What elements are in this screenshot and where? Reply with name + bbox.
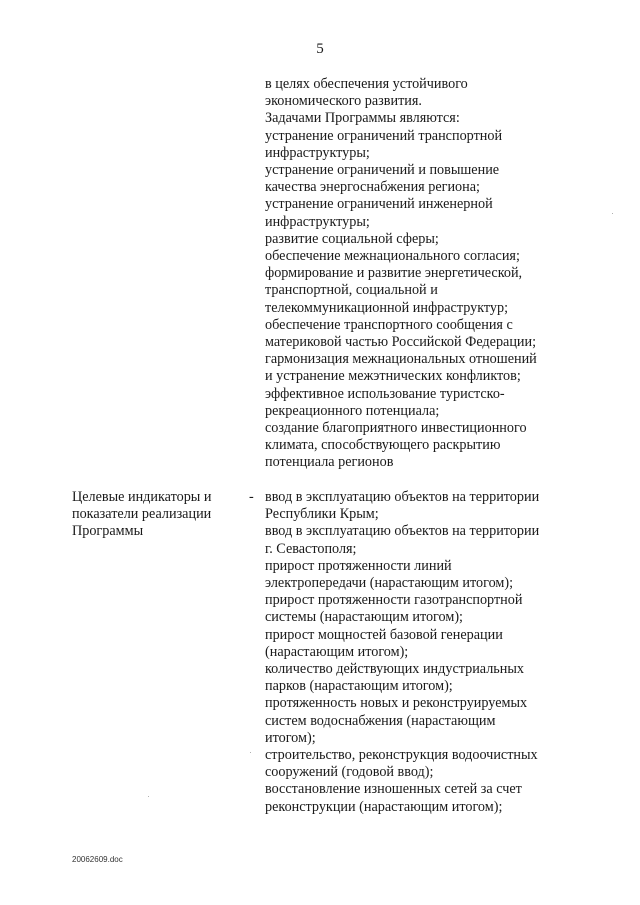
text-line: гармонизация межнациональных отношений [265, 351, 537, 368]
text-line: климата, способствующего раскрытию [265, 437, 501, 454]
text-line: прирост протяженности линий [265, 557, 452, 574]
text-line: устранение ограничений транспортной [265, 127, 503, 144]
text-line: качества энергоснабжения региона; [265, 179, 480, 196]
text-line: инфраструктуры; [265, 213, 370, 230]
text-line: ввод в эксплуатацию объектов на территории [265, 489, 540, 505]
text-line: развитие социальной сферы; [265, 230, 439, 247]
text-line: обеспечение транспортного сообщения с [265, 316, 513, 333]
text-line: протяженность новых и реконструируемых [265, 695, 528, 712]
label-line: Целевые индикаторы и [72, 489, 212, 505]
text-line: ввод в эксплуатацию объектов на территории [265, 523, 540, 540]
text-line: устранение ограничений инженерной [265, 196, 493, 213]
text-line: транспортной, социальной и [265, 282, 438, 299]
text-line: сооружений (годовой ввод); [265, 764, 434, 781]
text-line: формирование и развитие энергетической, [265, 265, 523, 282]
text-line: электропередачи (нарастающим итогом); [265, 575, 514, 592]
scan-speck [612, 213, 613, 214]
text-line: количество действующих индустриальных [265, 661, 524, 678]
text-line: потенциала регионов [265, 454, 394, 471]
text-line: инфраструктуры; [265, 144, 370, 161]
text-line: материковой частью Российской Федерации; [265, 334, 537, 351]
text-line: в целях обеспечения устойчивого [265, 76, 468, 92]
text-line: Задачами Программы являются: [265, 110, 460, 127]
text-line: рекреационного потенциала; [265, 402, 440, 419]
text-line: экономического развития. [265, 93, 422, 110]
scan-speck [250, 752, 251, 753]
text-line: итогом); [265, 729, 316, 746]
program-tasks-text [265, 76, 595, 472]
text-line: прирост мощностей базовой генерации [265, 626, 503, 643]
text-line: эффективное использование туристско- [265, 385, 505, 402]
text-line: телекоммуникационной инфраструктур; [265, 299, 509, 316]
text-line: создание благоприятного инвестиционного [265, 420, 527, 437]
page-number: 5 [316, 41, 324, 57]
text-line: Республики Крым; [265, 506, 379, 523]
label-line: Программы [72, 523, 144, 540]
text-line: устранение ограничений и повышение [265, 162, 500, 179]
label-line: показатели реализации [72, 506, 212, 523]
scan-speck [148, 796, 149, 797]
indicators-label [72, 489, 242, 541]
text-line: г. Севастополя; [265, 540, 357, 557]
text-line: обеспечение межнационального согласия; [265, 248, 520, 265]
indicators-text [265, 489, 605, 816]
text-line: парков (нарастающим итогом); [265, 678, 453, 695]
text-line: прирост протяженности газотранспортной [265, 592, 523, 609]
text-line: и устранение межэтнических конфликтов; [265, 368, 521, 385]
text-line: строительство, реконструкция водоочистных [265, 747, 538, 764]
separator-dash: - [249, 489, 254, 505]
text-line: систем водоснабжения (нарастающим [265, 712, 496, 729]
footer-file-code: 20062609.doc [72, 855, 123, 864]
text-line: системы (нарастающим итогом); [265, 609, 463, 626]
text-line: восстановление изношенных сетей за счет [265, 781, 522, 798]
text-line: (нарастающим итогом); [265, 643, 409, 660]
text-line: реконструкции (нарастающим итогом); [265, 798, 503, 815]
